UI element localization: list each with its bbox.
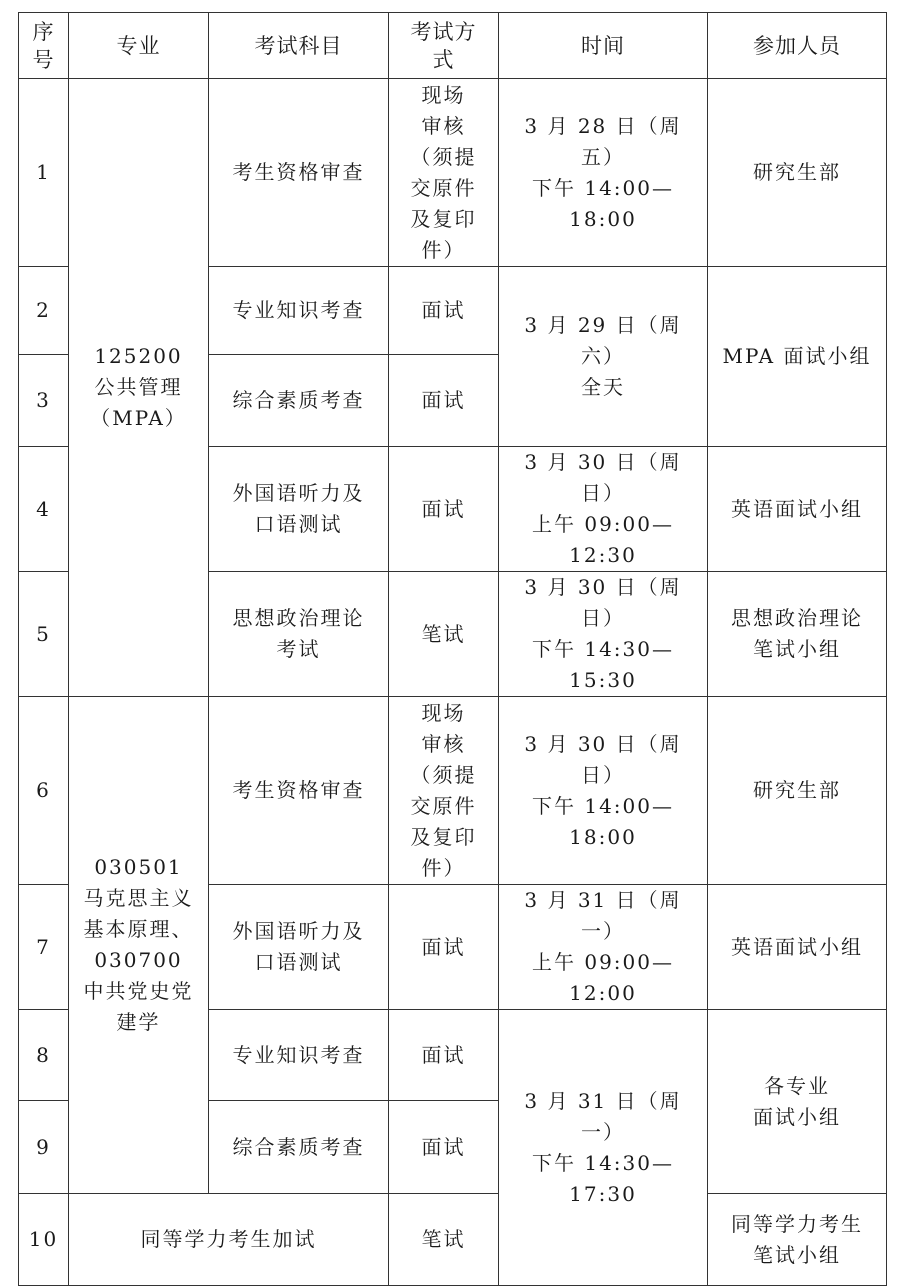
subject-cell: 专业知识考查 [209,1010,389,1101]
header-method: 考试方 式 [389,13,499,79]
staff-cell: MPA 面试小组 [708,267,887,447]
time-cell: 3 月 30 日（周日） 上午 09:00— 12:30 [499,447,708,572]
row-seq: 10 [19,1194,69,1286]
header-row [19,13,887,79]
method-cell: 面试 [389,267,499,355]
method-cell: 现场 审核 （须提 交原件 及复印 件） [389,697,499,885]
staff-cell: 研究生部 [708,697,887,885]
method-cell: 现场 审核 （须提 交原件 及复印 件） [389,79,499,267]
row-seq: 8 [19,1010,69,1101]
time-cell: 3 月 30 日（周日） 下午 14:30— 15:30 [499,572,708,697]
time-cell: 3 月 28 日（周五） 下午 14:00— 18:00 [499,79,708,267]
row-seq: 7 [19,885,69,1010]
row-seq: 2 [19,267,69,355]
subject-cell: 外国语听力及 口语测试 [209,447,389,572]
subject-cell: 专业知识考查 [209,267,389,355]
subject-cell: 综合素质考查 [209,1101,389,1194]
subject-cell: 思想政治理论 考试 [209,572,389,697]
method-cell: 笔试 [389,572,499,697]
table-row [19,1194,887,1286]
header-major: 专业 [69,13,209,79]
staff-cell: 研究生部 [708,79,887,267]
row-seq: 6 [19,697,69,885]
subject-cell: 考生资格审查 [209,697,389,885]
row-seq: 9 [19,1101,69,1194]
time-cell: 3 月 29 日（周六） 全天 [499,267,708,447]
subject-cell: 考生资格审查 [209,79,389,267]
subject-cell: 综合素质考查 [209,355,389,447]
header-time: 时间 [499,13,708,79]
staff-cell: 各专业 面试小组 [708,1010,887,1194]
row-seq: 4 [19,447,69,572]
time-cell: 3 月 31 日（周一） 下午 14:30— 17:30 [499,1010,708,1286]
method-cell: 面试 [389,447,499,572]
major-cell: 125200 公共管理 （MPA） [69,79,209,697]
staff-cell: 英语面试小组 [708,885,887,1010]
time-cell: 3 月 30 日（周日） 下午 14:00— 18:00 [499,697,708,885]
method-cell: 面试 [389,1101,499,1194]
method-cell: 面试 [389,355,499,447]
staff-cell: 思想政治理论 笔试小组 [708,572,887,697]
subject-cell: 同等学力考生加试 [69,1194,389,1286]
staff-cell: 英语面试小组 [708,447,887,572]
major-cell: 030501 马克思主义 基本原理、 030700 中共党史党 建学 [69,697,209,1194]
header-subject: 考试科目 [209,13,389,79]
row-seq: 1 [19,79,69,267]
subject-cell: 外国语听力及 口语测试 [209,885,389,1010]
method-cell: 面试 [389,1010,499,1101]
method-cell: 笔试 [389,1194,499,1286]
exam-schedule-table [18,12,887,1286]
row-seq: 3 [19,355,69,447]
header-staff: 参加人员 [708,13,887,79]
staff-cell: 同等学力考生 笔试小组 [708,1194,887,1286]
header-seq: 序 号 [19,13,69,79]
time-cell: 3 月 31 日（周一） 上午 09:00— 12:00 [499,885,708,1010]
table-row [19,697,887,885]
row-seq: 5 [19,572,69,697]
table-row [19,79,887,267]
method-cell: 面试 [389,885,499,1010]
